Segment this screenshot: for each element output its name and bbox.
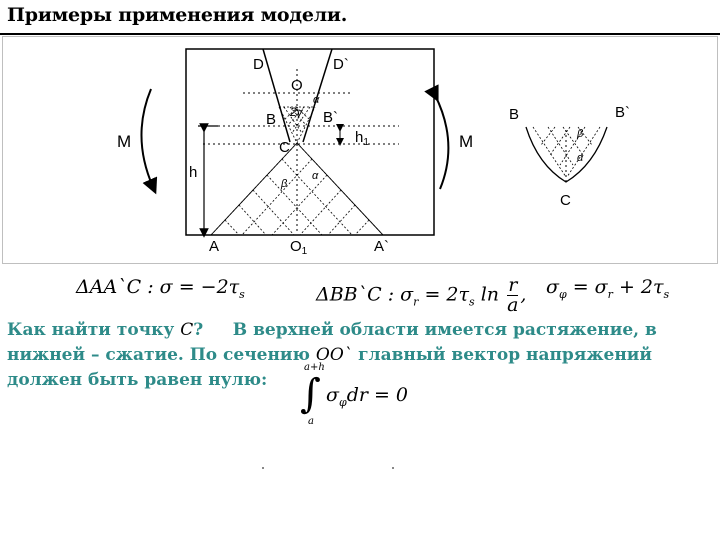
label-c: C bbox=[279, 139, 290, 156]
formula-bbc: ΔBB`C : $\sigma_r = 2\tau_s$ ln $\frac{r}{a}$ , bbox=[316, 274, 527, 316]
integral-equation: a+h ∫ a $\sigma_\varphi dr = 0$ bbox=[300, 362, 409, 427]
figure-svg bbox=[3, 37, 717, 263]
label-alpha-top: α bbox=[313, 94, 320, 106]
label-b: B bbox=[266, 111, 277, 128]
stray-dot bbox=[262, 467, 264, 469]
title-divider bbox=[0, 33, 720, 35]
label-h: h bbox=[189, 164, 198, 181]
moment-arrow-left bbox=[141, 89, 153, 187]
label-a-prime: A` bbox=[374, 238, 389, 255]
notch-left-edge bbox=[263, 49, 290, 142]
stray-dot bbox=[392, 467, 394, 469]
label-alpha: α bbox=[312, 170, 319, 182]
right-label-b-prime: B` bbox=[615, 104, 630, 121]
moment-arrow-right bbox=[435, 95, 448, 189]
slide-title: Примеры применения модели. bbox=[7, 4, 348, 26]
label-h1: $h_1$ bbox=[355, 129, 369, 148]
label-a: A bbox=[209, 238, 220, 255]
body-line-2: нижней – сжатие. По сечению OO` главный вектор напряжений bbox=[7, 345, 652, 365]
label-beta: β bbox=[281, 178, 288, 190]
label-two-gamma: 2γ bbox=[290, 105, 303, 119]
body-line-3: должен быть равен нулю: bbox=[7, 370, 268, 390]
label-d-prime: D` bbox=[333, 56, 349, 73]
label-o: O bbox=[291, 77, 303, 94]
label-o1: $O_1$ bbox=[290, 238, 308, 257]
formula-aac: ΔAA`C : $\sigma = -2\tau_s$ bbox=[76, 276, 245, 301]
right-label-alpha: α bbox=[577, 152, 584, 164]
formula-sigma-phi: $\sigma_\varphi = \sigma_r + 2\tau_s$ bbox=[546, 276, 670, 301]
label-m-left: M bbox=[117, 132, 132, 151]
right-label-c: C bbox=[560, 192, 571, 209]
body-line-1: Как найти точку C? В верхней области имеется растяжение, в bbox=[7, 320, 657, 340]
label-b-prime: B` bbox=[323, 109, 338, 126]
label-m-right: M bbox=[459, 132, 474, 151]
figure-panel bbox=[2, 36, 718, 264]
specimen-rectangle bbox=[186, 49, 434, 235]
label-d: D bbox=[253, 56, 264, 73]
right-label-beta: β bbox=[577, 128, 584, 140]
right-label-b: B bbox=[509, 106, 520, 123]
